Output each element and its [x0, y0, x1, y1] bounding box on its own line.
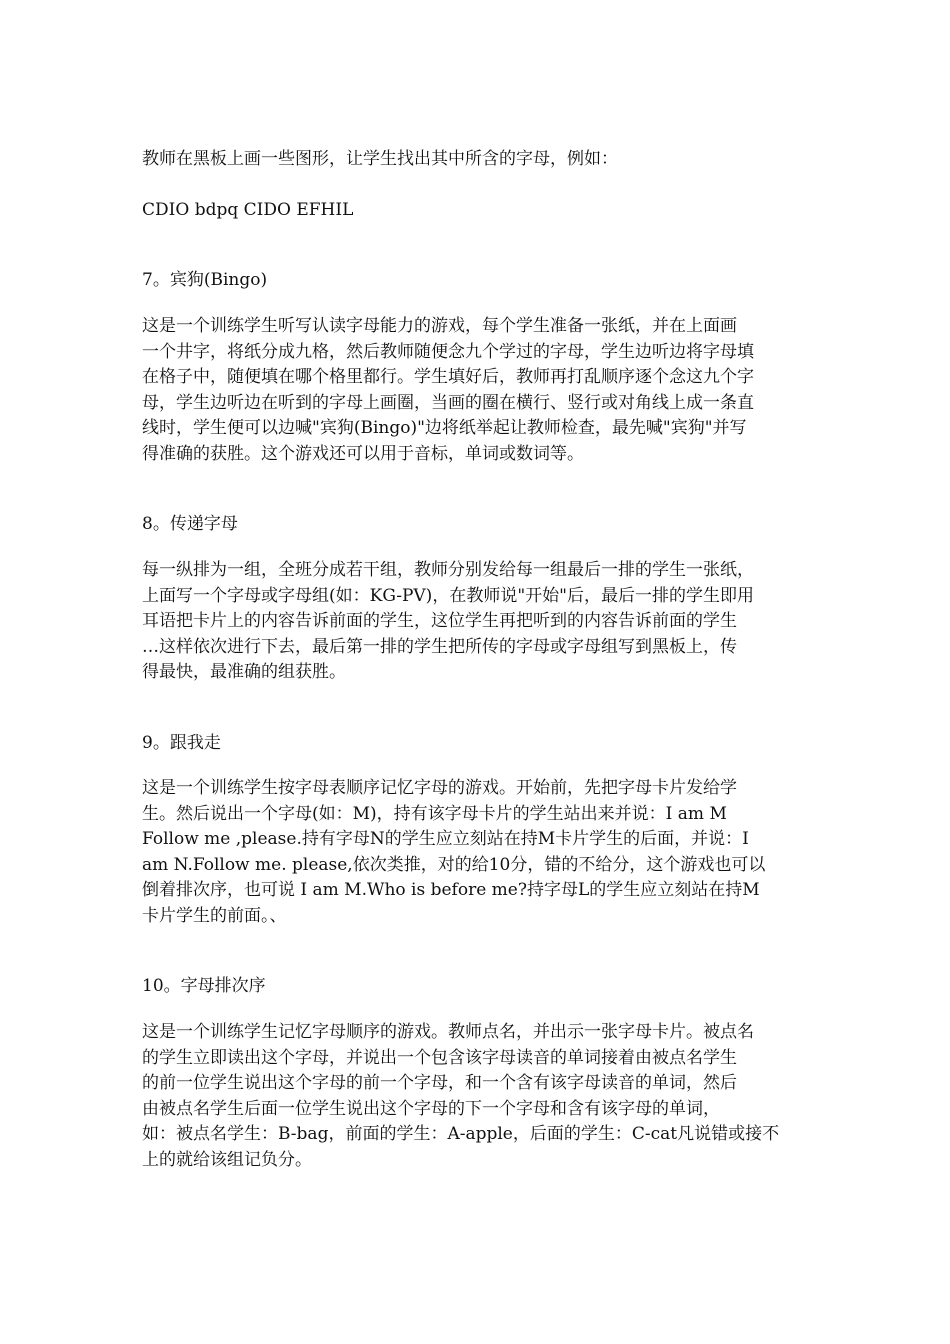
paragraph-line: 上的就给该组记负分。 — [142, 1149, 312, 1170]
paragraph-line: 的前一位学生说出这个字母的前一个字母，和一个含有该字母读音的单词，然后 — [142, 1073, 737, 1093]
section-heading: 7。宾狗(Bingo) — [142, 270, 268, 290]
paragraph-line: 母，学生边听边在听到的字母上画圈，当画的圈在横行、竖行或对角线上成一条直 — [142, 392, 754, 413]
intro-example: CDIO bdpq CIDO EFHIL — [142, 200, 354, 220]
paragraph-line: 倒着排次序，也可说 I am M.Who is before me?持字母L的学生应立刻站在持M — [142, 880, 760, 900]
paragraph-line: 每一纵排为一组，全班分成若干组，教师分别发给每一组最后一排的学生一张纸， — [142, 560, 754, 580]
section-paragraph — [142, 558, 812, 686]
paragraph-line: 生。然后说出一个字母(如：M)，持有该字母卡片的学生站出来并说：I am M — [142, 803, 727, 824]
paragraph-line: 这是一个训练学生听写认读字母能力的游戏，每个学生准备一张纸，并在上面画 — [142, 316, 737, 336]
intro-text: 教师在黑板上画一些图形，让学生找出其中所含的字母，例如： — [142, 149, 618, 169]
paragraph-line: 耳语把卡片上的内容告诉前面的学生，这位学生再把听到的内容告诉前面的学生 — [142, 611, 737, 631]
paragraph-line: 由被点名学生后面一位学生说出这个字母的下一个字母和含有该字母的单词， — [142, 1098, 720, 1119]
paragraph-line: 的学生立即读出这个字母，并说出一个包含该字母读音的单词接着由被点名学生 — [142, 1047, 737, 1068]
paragraph-line: Follow me ,please.持有字母N的学生应立刻站在持M卡片学生的后面，并说：I — [142, 829, 749, 849]
paragraph-line: 上面写一个字母或字母组(如：KG-PV)，在教师说"开始"后，最后一排的学生即用 — [142, 585, 754, 606]
paragraph-line: 这是一个训练学生记忆字母顺序的游戏。教师点名，并出示一张字母卡片。被点名 — [142, 1022, 754, 1042]
section-heading: 8。传递字母 — [142, 514, 238, 534]
section-heading: 10。字母排次序 — [142, 976, 266, 996]
paragraph-line: 卡片学生的前面。、 — [142, 905, 287, 926]
section-paragraph — [142, 314, 812, 467]
paragraph-line: 这是一个训练学生按字母表顺序记忆字母的游戏。开始前，先把字母卡片发给学 — [142, 778, 737, 798]
paragraph-line: am N.Follow me. please,依次类推，对的给10分，错的不给分，这个游戏也可以 — [142, 854, 766, 875]
paragraph-line: 得准确的获胜。这个游戏还可以用于音标，单词或数词等。 — [142, 443, 584, 464]
paragraph-line: 线时，学生便可以边喊"宾狗(Bingo)"边将纸举起让教师检查，最先喊"宾狗"并写 — [142, 418, 747, 438]
paragraph-line: 在格子中，随便填在哪个格里都行。学生填好后，教师再打乱顺序逐个念这九个字 — [142, 367, 754, 387]
paragraph-line: 如：被点名学生：B-bag，前面的学生：A-apple，后面的学生：C-cat凡说错或接不 — [142, 1124, 780, 1144]
section-heading: 9。跟我走 — [142, 733, 221, 753]
paragraph-line: 一个井字，将纸分成九格，然后教师随便念九个学过的字母，学生边听边将字母填 — [142, 341, 754, 362]
paragraph-line: 得最快，最准确的组获胜。 — [142, 662, 346, 682]
section-paragraph — [142, 776, 812, 929]
section-paragraph — [142, 1020, 812, 1173]
paragraph-line: …这样依次进行下去，最后第一排的学生把所传的字母或字母组写到黑板上，传 — [142, 636, 737, 657]
